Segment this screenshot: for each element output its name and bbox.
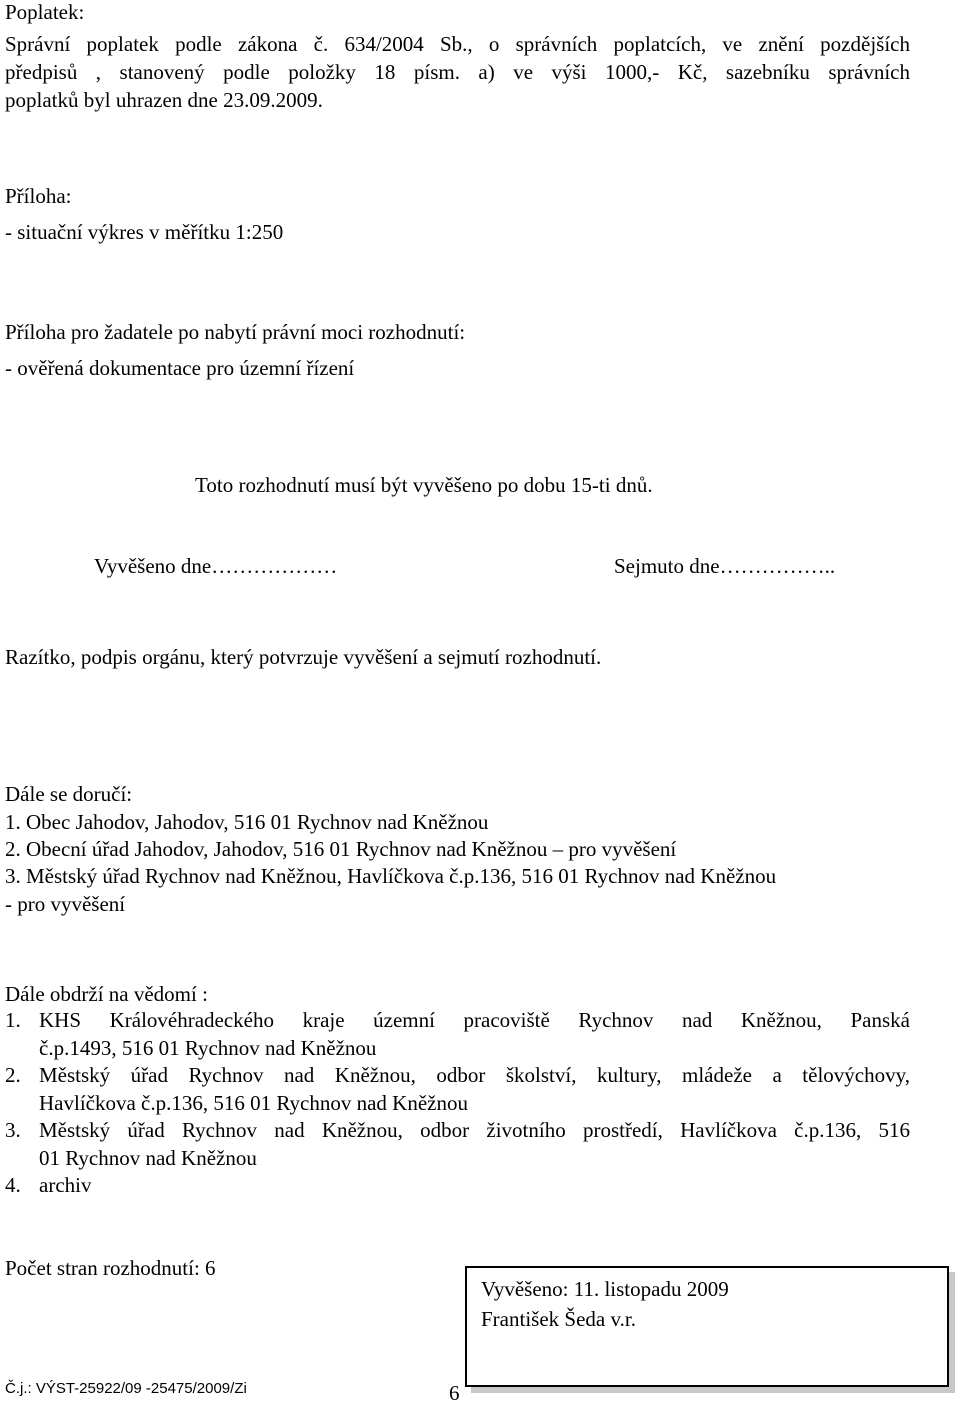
notification-item-line: č.p.1493, 516 01 Rychnov nad Kněžnou (39, 1035, 377, 1060)
fee-heading: Poplatek: (5, 0, 85, 24)
delivery-item-text: Obec Jahodov, Jahodov, 516 01 Rychnov nad Kněžnou (26, 810, 489, 834)
fee-text-line-2: předpisů , stanovený podle položky 18 písm. a) ve výši 1000,- Kč, sazebníku správních (5, 60, 910, 84)
notification-list-item (5, 1117, 910, 1172)
reference-number: Č.j.: VÝST-25922/09 -25475/2009/Zi (5, 1380, 247, 1397)
delivery-list-item (5, 808, 488, 836)
notification-item-number: 4. (5, 1173, 21, 1197)
stamp-box-signature: František Šeda v.r. (481, 1307, 636, 1331)
stamp-signature-note: Razítko, podpis orgánu, který potvrzuje vyvěšení a sejmutí rozhodnutí. (5, 645, 602, 669)
delivery-list-item (5, 862, 776, 890)
delivery-list-item (5, 835, 676, 863)
page-number: 6 (449, 1381, 460, 1405)
posted-date-field: Vyvěšeno dne……………… (94, 554, 338, 578)
notification-item-line: archiv (39, 1173, 92, 1197)
notification-item-line: Havlíčkova č.p.136, 516 01 Rychnov nad Kněžnou (39, 1090, 468, 1115)
attachment-item: - situační výkres v měřítku 1:250 (5, 220, 284, 244)
notification-heading: Dále obdrží na vědomí : (5, 982, 208, 1006)
stamp-box-posted-date: Vyvěšeno: 11. listopadu 2009 (481, 1277, 729, 1301)
notification-list-item (5, 1062, 910, 1117)
applicant-attachment-heading: Příloha pro žadatele po nabytí právní moci rozhodnutí: (5, 320, 466, 344)
notification-item-line: Městský úřad Rychnov nad Kněžnou, odbor životního prostředí, Havlíčkova č.p.136, 516 (39, 1118, 910, 1142)
removed-date-field: Sejmuto dne…………….. (614, 554, 836, 578)
delivery-item-text: Městský úřad Rychnov nad Kněžnou, Havlíčkova č.p.136, 516 01 Rychnov nad Kněžnou (26, 864, 777, 888)
notification-item-line: Městský úřad Rychnov nad Kněžnou, odbor školství, kultury, mládeže a tělovýchovy, (39, 1063, 910, 1087)
notification-item-number: 1. (5, 1008, 21, 1032)
page-count: Počet stran rozhodnutí: 6 (5, 1256, 216, 1280)
attachment-heading: Příloha: (5, 184, 72, 208)
delivery-item-continuation: - pro vyvěšení (5, 892, 126, 916)
notification-item-line: KHS Královéhradeckého kraje územní pracoviště Rychnov nad Kněžnou, Panská (39, 1008, 910, 1032)
delivery-item-number: 1. (5, 810, 21, 834)
fee-text-line-1: Správní poplatek podle zákona č. 634/2004 Sb., o správních poplatcích, ve znění pozdějších (5, 32, 910, 56)
posting-stamp-box (465, 1266, 949, 1387)
delivery-item-number: 3. (5, 864, 21, 888)
delivery-item-number: 2. (5, 837, 21, 861)
delivery-item-text: Obecní úřad Jahodov, Jahodov, 516 01 Rychnov nad Kněžnou – pro vyvěšení (26, 837, 677, 861)
notification-list-item (5, 1172, 910, 1200)
notification-list-item (5, 1007, 910, 1062)
applicant-attachment-item: - ověřená dokumentace pro územní řízení (5, 356, 355, 380)
fee-text-line-3: poplatků byl uhrazen dne 23.09.2009. (5, 88, 323, 112)
delivery-heading: Dále se doručí: (5, 782, 133, 806)
notification-item-line: 01 Rychnov nad Kněžnou (39, 1145, 257, 1170)
notification-item-number: 3. (5, 1118, 21, 1142)
posting-notice: Toto rozhodnutí musí být vyvěšeno po dobu 15-ti dnů. (195, 473, 653, 497)
notification-item-number: 2. (5, 1063, 21, 1087)
